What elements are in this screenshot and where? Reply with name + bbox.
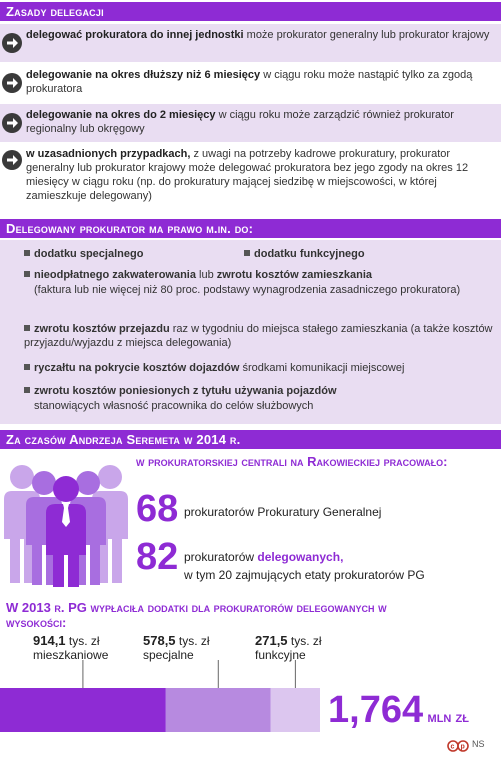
bar-label-mieszkaniowe: 914,1 tys. zł mieszkaniowe bbox=[33, 633, 109, 662]
bar-label-funkcyjne: 271,5 tys. zł funkcyjne bbox=[255, 633, 322, 662]
staff-subtitle: w prokuratorskiej centrali na Rakowieckiej pracowało: bbox=[136, 454, 448, 469]
list-item: dodatku specjalnego bbox=[24, 247, 143, 261]
list-item: ryczałtu na pokrycie kosztów dojazdów środkami komunikacji miejscowej bbox=[24, 361, 494, 375]
list-item-detail: stanowiących własność pracownika do celów służbowych bbox=[34, 400, 314, 412]
credit-text: NS bbox=[472, 739, 485, 749]
list-item bbox=[0, 64, 501, 102]
copyright-icon bbox=[447, 739, 469, 751]
bullet-icon bbox=[24, 387, 30, 393]
allowances-bar-chart bbox=[0, 660, 330, 735]
count-pg-label: prokuratorów Prokuratury Generalnej bbox=[184, 505, 382, 519]
count-delegated: 82 bbox=[136, 536, 179, 578]
section-header-seremet: Za czasów Andrzeja Seremeta w 2014 r. bbox=[0, 430, 501, 449]
rule-text: delegowanie na okres do 2 miesięcy w ciągu roku może zarządzić również prokurator regionalny lub okręgowy bbox=[26, 109, 454, 135]
bullet-icon bbox=[24, 271, 30, 277]
list-item bbox=[0, 104, 501, 142]
list-item bbox=[0, 24, 501, 62]
list-item-detail: (faktura lub nie więcej niż 80 proc. podstawy wynagrodzenia zasadniczego prokuratora) bbox=[34, 284, 461, 296]
allowances-title: W 2013 r. PG wypłaciła dodatki dla prokuratorów delegowanych w wysokości: bbox=[6, 600, 387, 630]
bullet-icon bbox=[24, 250, 30, 256]
bar-label-specjalne: 578,5 tys. zł specjalne bbox=[143, 633, 210, 662]
bullet-icon bbox=[24, 325, 30, 331]
bar-segment-funkcyjne bbox=[271, 688, 320, 732]
rule-text: delegowanie na okres dłuższy niż 6 miesięcy w ciągu roku może nastąpić tylko za zgodą prokuratora bbox=[26, 69, 473, 95]
people-illustration bbox=[0, 455, 132, 587]
list-item: zwrotu kosztów poniesionych z tytułu używania pojazdów bbox=[24, 384, 494, 398]
total-amount: 1,764 mln zł bbox=[328, 689, 469, 731]
bullet-icon bbox=[24, 364, 30, 370]
count-pg: 68 bbox=[136, 488, 179, 530]
svg-text:p: p bbox=[460, 743, 465, 751]
rule-text: w uzasadnionych przypadkach, z uwagi na potrzeby kadrowe prokuratury, prokurator generalny lub prokurator krajowy może delegować prokuratora bez jego zgody na okres 12 miesięcy w ciągu roku (np. do prokuratury mającej siedzibę w miejscowości, w której zamieszkuje delegowany) bbox=[26, 148, 469, 202]
bar-segment-mieszkaniowe bbox=[0, 688, 166, 732]
list-item: zwrotu kosztów przejazdu raz w tygodniu do miejsca stałego zamieszkania (a także kosztów przyjazdu/wyjazdu z miejsca delegowania) bbox=[24, 323, 493, 349]
svg-text:c: c bbox=[450, 743, 455, 751]
arrow-right-icon bbox=[2, 150, 22, 170]
section-header-prawa: Delegowany prokurator ma prawo m.in. do: bbox=[0, 219, 501, 238]
bar-segment-specjalne bbox=[166, 688, 271, 732]
rule-text: delegować prokuratora do innej jednostki może prokurator generalny lub prokurator krajowy bbox=[26, 29, 490, 41]
section-header-zasady: Zasady delegacji bbox=[0, 2, 501, 21]
count-delegated-note: w tym 20 zajmujących etaty prokuratorów PG bbox=[184, 568, 425, 582]
arrow-right-icon bbox=[2, 73, 22, 93]
arrow-right-icon bbox=[2, 113, 22, 133]
count-delegated-label: prokuratorów delegowanych, bbox=[184, 550, 344, 564]
list-item: nieodpłatnego zakwaterowania lub zwrotu kosztów zamieszkania bbox=[24, 268, 494, 282]
list-item: dodatku funkcyjnego bbox=[244, 247, 365, 261]
arrow-right-icon bbox=[2, 33, 22, 53]
bullet-icon bbox=[244, 250, 250, 256]
list-item bbox=[0, 144, 501, 210]
people-group-icon bbox=[0, 455, 132, 587]
